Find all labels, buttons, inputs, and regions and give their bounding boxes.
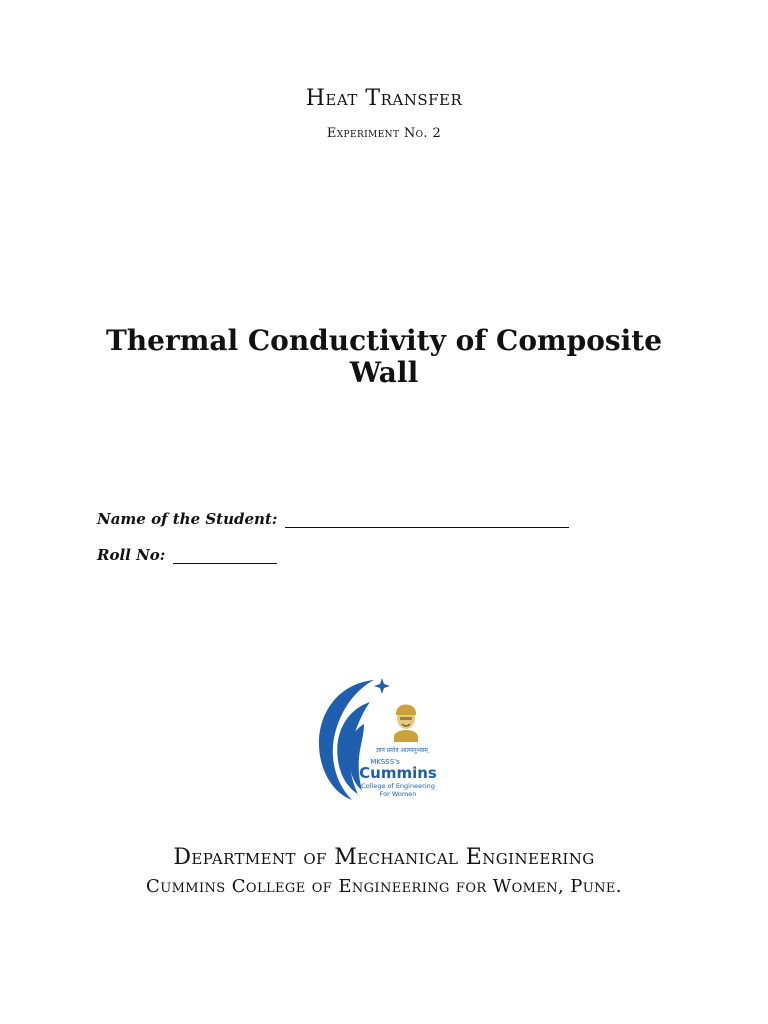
- logo-name-text: Cummins: [359, 764, 437, 782]
- roll-number-field: [97, 546, 277, 564]
- college-logo-icon: [312, 672, 452, 804]
- course-title: Heat Transfer: [305, 86, 463, 111]
- experiment-title-line-2: Wall: [349, 356, 419, 389]
- logo-society-text: MKSSS's: [370, 758, 400, 766]
- student-name-label: Name of the Student:: [97, 510, 278, 528]
- experiment-title-line-1: Thermal Conductivity of Composite: [105, 324, 663, 357]
- college-name: Cummins College of Engineering for Women, Pune.: [146, 876, 622, 897]
- college-logo: [312, 672, 452, 804]
- experiment-title: [84, 325, 684, 389]
- roll-number-label: Roll No:: [97, 546, 166, 564]
- logo-subtitle-2-text: For Women: [379, 790, 417, 798]
- student-name-blank-line[interactable]: [285, 511, 569, 528]
- department-name: Department of Mechanical Engineering: [173, 845, 595, 870]
- student-name-field: [97, 510, 569, 528]
- logo-motto-text: ज्ञानं प्रमोदं आत्मानुभवम्: [376, 747, 428, 754]
- logo-subtitle-1-text: College of Engineering: [361, 782, 435, 790]
- experiment-number: Experiment No. 2: [326, 126, 442, 141]
- roll-number-blank-line[interactable]: [173, 547, 277, 564]
